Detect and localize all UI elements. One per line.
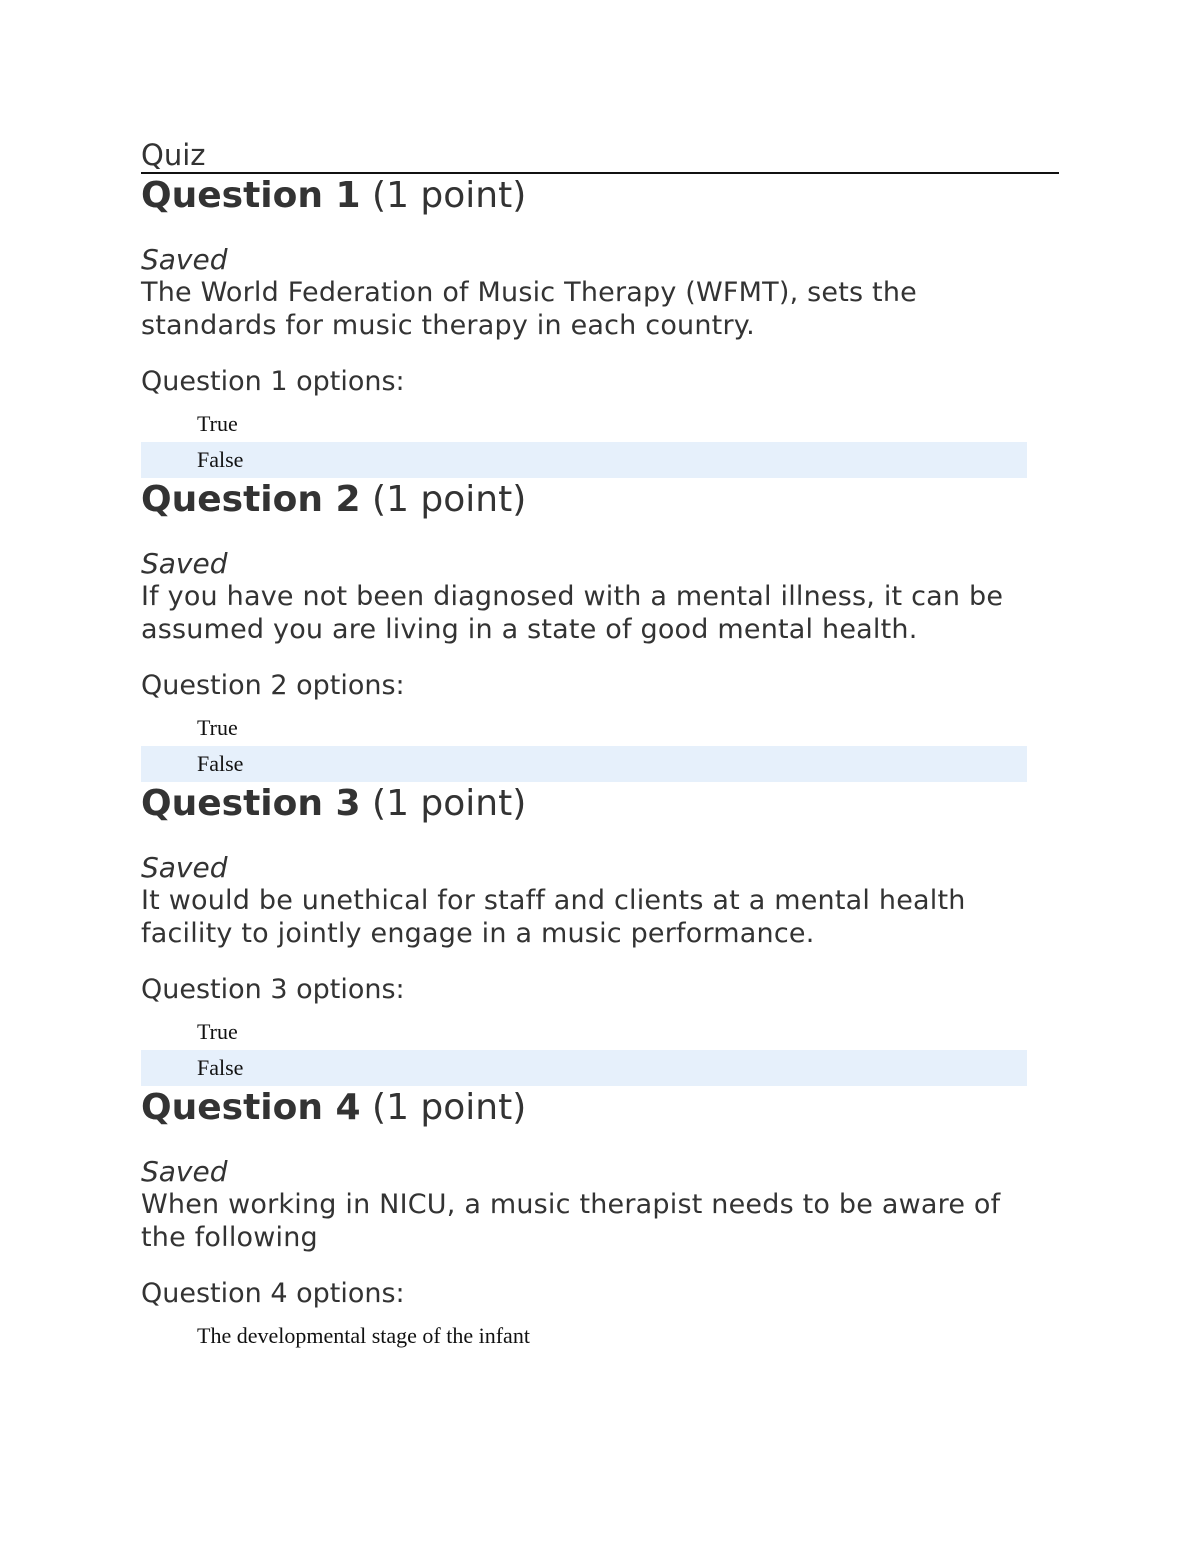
quiz-title: Quiz bbox=[141, 138, 1059, 174]
option-true[interactable]: True bbox=[197, 411, 238, 436]
options-list bbox=[141, 406, 1027, 478]
question-text bbox=[141, 1188, 1059, 1254]
question-3 bbox=[141, 782, 1059, 1086]
question-text-line: facility to jointly engage in a music performance. bbox=[141, 918, 815, 949]
saved-status: Saved bbox=[141, 851, 228, 884]
question-number: Question 1 bbox=[141, 175, 361, 216]
question-text-line: the following bbox=[141, 1222, 318, 1253]
saved-status: Saved bbox=[141, 547, 228, 580]
options-label: Question 3 options: bbox=[141, 974, 405, 1005]
question-heading bbox=[141, 174, 1059, 218]
options-list bbox=[141, 1318, 1027, 1354]
question-points: (1 point) bbox=[372, 1087, 527, 1128]
question-points: (1 point) bbox=[372, 783, 527, 824]
options-label: Question 1 options: bbox=[141, 366, 405, 397]
option-false-selected[interactable]: False bbox=[141, 746, 1027, 782]
question-number: Question 3 bbox=[141, 783, 361, 824]
option-true[interactable]: True bbox=[197, 1019, 238, 1044]
question-points: (1 point) bbox=[372, 479, 527, 520]
question-text bbox=[141, 884, 1059, 950]
question-number: Question 4 bbox=[141, 1087, 361, 1128]
options-list bbox=[141, 1014, 1027, 1086]
question-4 bbox=[141, 1086, 1059, 1354]
question-heading bbox=[141, 1086, 1059, 1130]
question-text bbox=[141, 580, 1059, 646]
question-2 bbox=[141, 478, 1059, 782]
question-heading bbox=[141, 782, 1059, 826]
options-label: Question 2 options: bbox=[141, 670, 405, 701]
option-developmental-stage[interactable]: The developmental stage of the infant bbox=[197, 1323, 530, 1348]
quiz-page bbox=[141, 138, 1059, 1354]
saved-status: Saved bbox=[141, 1155, 228, 1188]
question-text-line: assumed you are living in a state of good mental health. bbox=[141, 614, 918, 645]
question-text-line: It would be unethical for staff and clients at a mental health bbox=[141, 885, 966, 916]
option-true[interactable]: True bbox=[197, 715, 238, 740]
question-text-line: When working in NICU, a music therapist needs to be aware of bbox=[141, 1189, 1001, 1220]
question-text-line: The World Federation of Music Therapy (WFMT), sets the bbox=[141, 277, 917, 308]
question-text-line: standards for music therapy in each country. bbox=[141, 310, 755, 341]
question-1 bbox=[141, 174, 1059, 478]
options-label: Question 4 options: bbox=[141, 1278, 405, 1309]
saved-status: Saved bbox=[141, 243, 228, 276]
question-points: (1 point) bbox=[372, 175, 527, 216]
question-heading bbox=[141, 478, 1059, 522]
option-false-selected[interactable]: False bbox=[141, 1050, 1027, 1086]
options-list bbox=[141, 710, 1027, 782]
option-false-selected[interactable]: False bbox=[141, 442, 1027, 478]
question-text bbox=[141, 276, 1059, 342]
question-number: Question 2 bbox=[141, 479, 361, 520]
question-text-line: If you have not been diagnosed with a mental illness, it can be bbox=[141, 581, 1004, 612]
